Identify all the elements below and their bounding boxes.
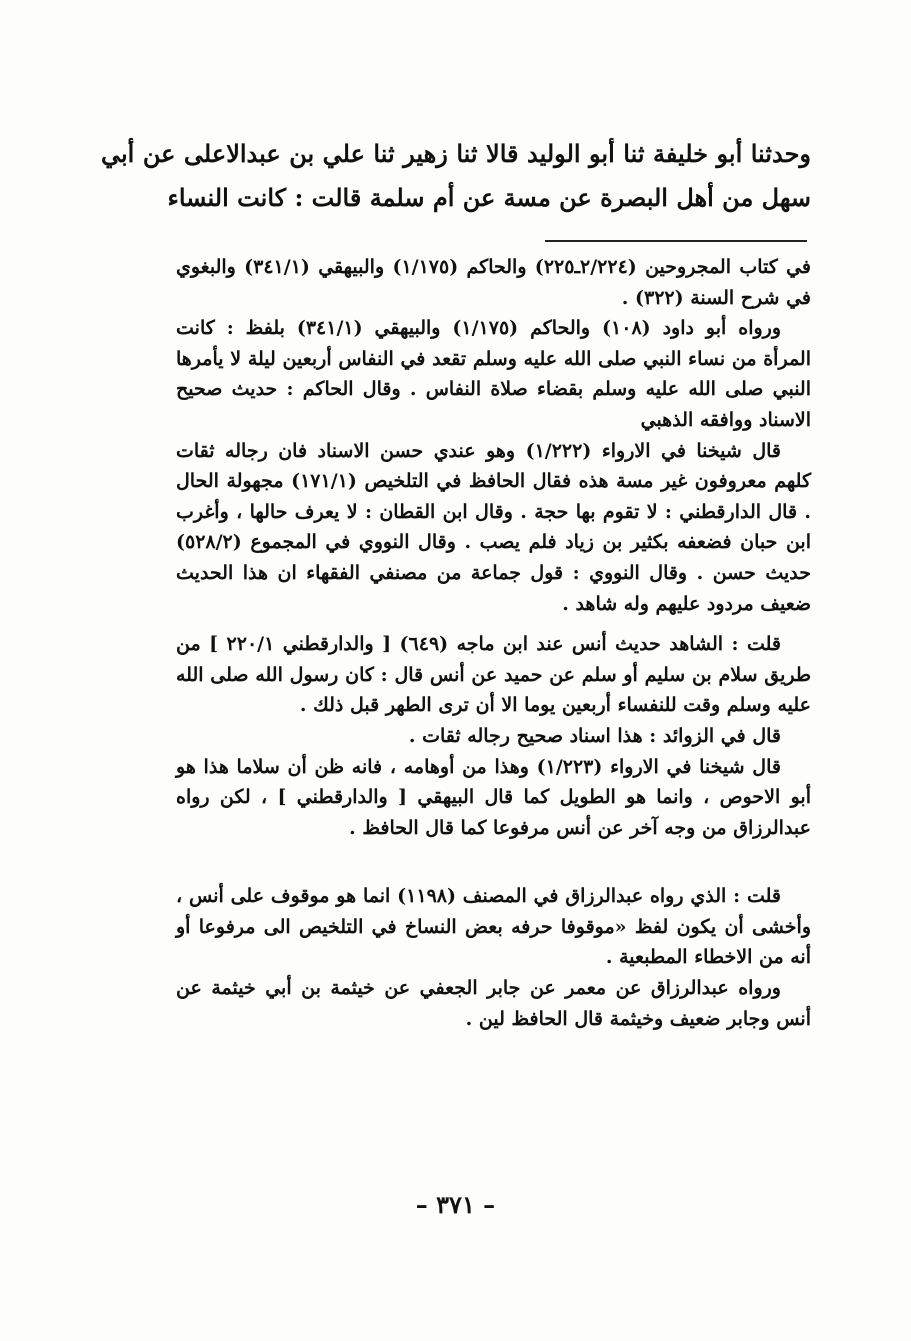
- main-paragraph: وحدثنا أبو خليفة ثنا أبو الوليد قالا ثنا زهير ثنا علي بن عبدالاعلى عن أبي سهل من أهل البصرة عن مسة عن أم سلمة قالت : كانت النساء: [101, 139, 811, 212]
- footnote-paragraph: قال في الزوائد : هذا اسناد صحيح رجاله ثقات .: [408, 724, 781, 747]
- page-number: – ٣٧١ –: [415, 1190, 496, 1219]
- footnote-paragraph: قلت : الذي رواه عبدالرزاق في المصنف (١١٩٨) انما هو موقوف على أنس ، وأخشى أن يكون لفظ «موقوفا حرفه بعض النساخ في التلخيص الى مرفوعا أو أنه من الاخطاء المطبعية .: [176, 885, 811, 969]
- footnote-divider: [545, 240, 807, 242]
- main-text-block: [101, 132, 811, 220]
- footnote-paragraph: قال شيخنا في الارواء (١/٢٢٢) وهو عندي حسن الاسناد فان رجاله ثقات كلهم معروفون غير مسة هذه فقال الحافظ في التلخيص (١٧١/١) مجهولة الحال . قال الدارقطني : لا تقوم بها حجة . وقال ابن القطان : لا يعرف حالها ، وأغرب ابن حبان فضعفه بكثير بن زياد فلم يصب . وقال النووي في المجموع (٥٢٨/٢) حديث حسن . وقال النووي : قول جماعة من مصنفي الفقهاء ان هذا الحديث ضعيف مردود عليهم وله شاهد .: [176, 439, 811, 615]
- footnote-paragraph: ورواه أبو داود (١٠٨) والحاكم (١/١٧٥) والبيهقي (٣٤١/١) بلفظ : كانت المرأة من نساء النبي صلى الله عليه وسلم تقعد في النفاس أربعين ليلة لا يأمرها النبي صلى الله عليه وسلم بقضاء صلاة النفاس . وقال الحاكم : حديث صحيح الاسناد ووافقه الذهبي: [176, 317, 811, 431]
- footnote-paragraph: قلت : الشاهد حديث أنس عند ابن ماجه (٦٤٩) [ والدارقطني ٢٢٠/١ ] من طريق سلام بن سليم أو سلم عن حميد عن أنس قال : كان رسول الله صلى الله عليه وسلم وقت للنفساء أربعين يوما الا أن ترى الطهر قبل ذلك .: [176, 633, 811, 717]
- footnotes-block: [176, 252, 811, 1034]
- footnote-paragraph: ورواه عبدالرزاق عن معمر عن جابر الجعفي عن خيثمة بن أبي خيثمة عن أنس وجابر ضعيف وخيثمة قال الحافظ لين .: [176, 977, 811, 1030]
- footnote-paragraph: في كتاب المجروحين (٢/٢٢٤ـ٢٢٥) والحاكم (١/١٧٥) والبيهقي (٣٤١/١) والبغوي في شرح السنة (٣٢٢) .: [176, 256, 812, 309]
- footnote-paragraph: قال شيخنا في الارواء (١/٢٢٣) وهذا من أوهامه ، فانه ظن أن سلاما هذا هو أبو الاحوص ، وانما هو الطويل كما قال البيهقي [ والدارقطني ] ، لكن رواه عبدالرزاق من وجه آخر عن أنس مرفوعا كما قال الحافظ .: [176, 755, 811, 839]
